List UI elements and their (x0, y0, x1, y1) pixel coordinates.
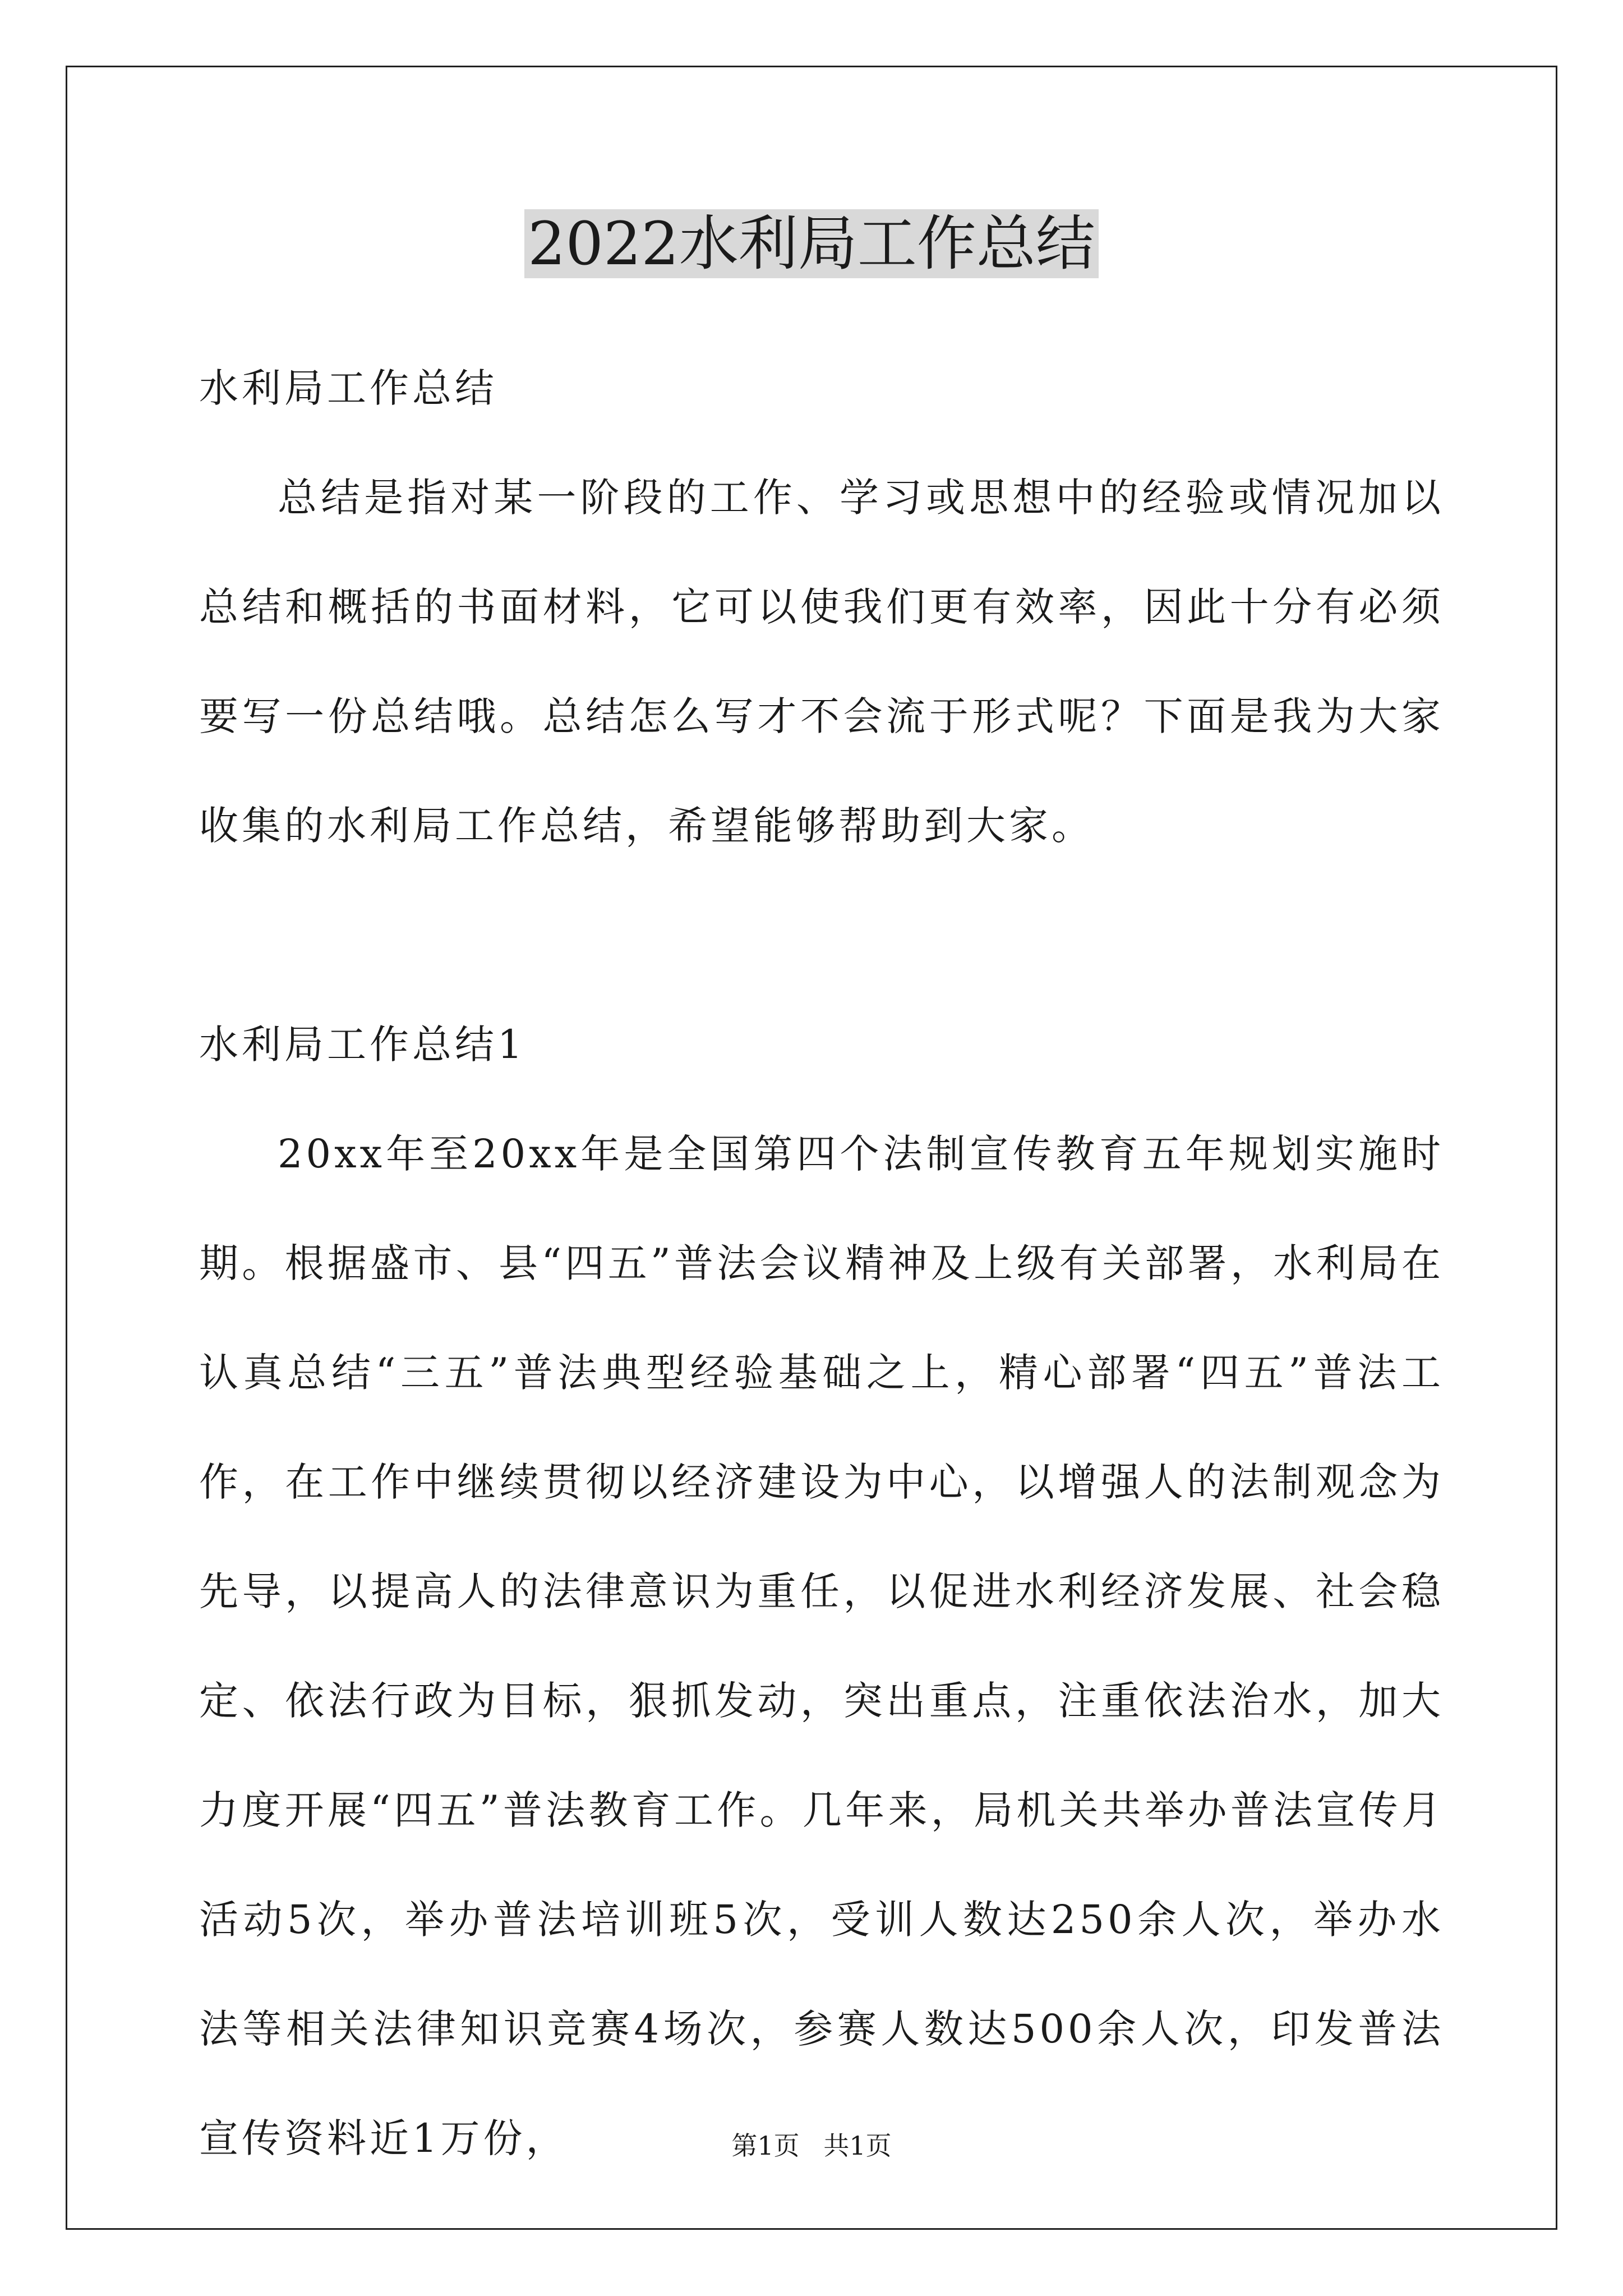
page-total: 共1页 (823, 2131, 892, 2161)
intro-paragraph: 总结是指对某一阶段的工作、学习或思想中的经验或情况加以总结和概括的书面材料，它可以使我们更有效率，因此十分有必须要写一份总结哦。总结怎么写才不会流于形式呢？下面是我为大家收集的水利局工作总结，希望能够帮助到大家。 (199, 475, 1444, 849)
section-heading: 水利局工作总结1 (199, 1022, 526, 1068)
document-title (0, 208, 1623, 280)
intro-heading: 水利局工作总结 (199, 365, 497, 411)
section-paragraph: 20xx年至20xx年是全国第四个法制宣传教育五年规划实施时期。根据盛市、县“四五”普法会议精神及上级有关部署，水利局在认真总结“三五”普法典型经验基础之上，精心部署“四五”普法工作，在工作中继续贯彻以经济建设为中心，以增强人的法制观念为先导，以提高人的法律意识为重任，以促进水利经济发展、社会稳定、依法行政为目标，狠抓发动，突出重点，注重依法治水，加大力度开展“四五”普法教育工作。几年来，局机关共举办普法宣传月活动5次，举办普法培训班5次，受训人数达250余人次，举办水法等相关法律知识竞赛4场次，参赛人数达500余人次，印发普法宣传资料近1万份， (199, 1131, 1444, 2161)
page-footer (0, 2129, 1623, 2162)
page-number: 第1页 (731, 2131, 800, 2161)
document-title-text: 2022水利局工作总结 (524, 209, 1099, 278)
document-body (199, 334, 1444, 2193)
paragraph-gap (199, 881, 1444, 990)
